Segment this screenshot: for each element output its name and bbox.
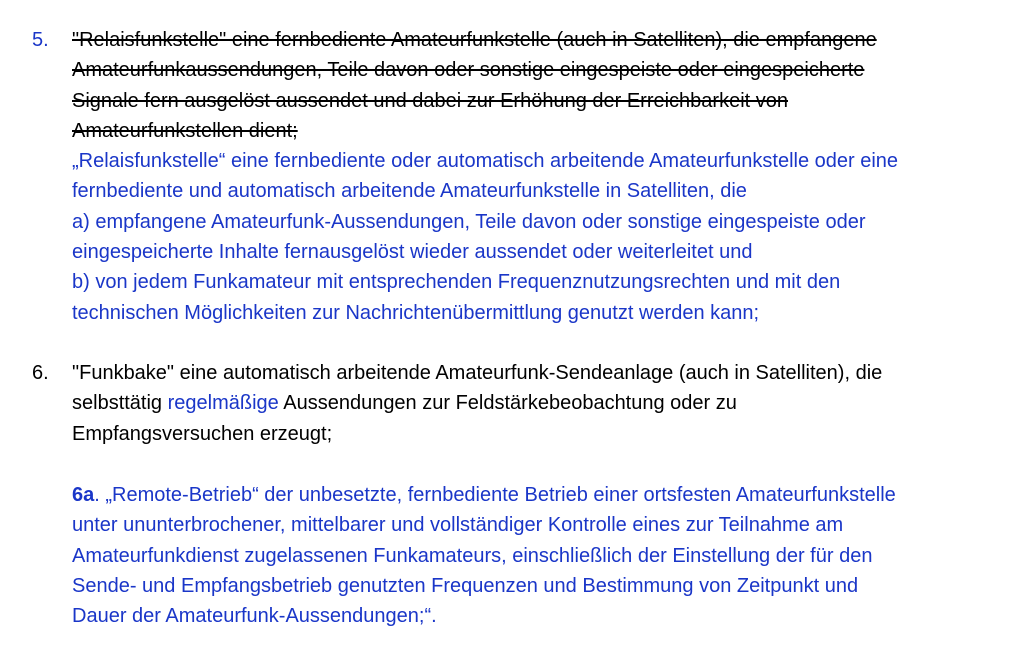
item-6a-text: . „Remote-Betrieb“ der unbesetzte, fernbediente Betrieb einer ortsfesten Amateurfunkstelle: [94, 484, 896, 506]
deleted-text-block: [72, 25, 1002, 146]
item-number-5: 5.: [32, 29, 49, 51]
inserted-line: technischen Möglichkeiten zur Nachrichtenübermittlung genutzt werden kann;: [72, 301, 760, 324]
deleted-line: Amateurfunkaussendungen, Teile davon oder sonstige eingespeiste oder eingespeicherte: [72, 59, 865, 82]
definition-item-6a: [72, 480, 1002, 631]
definition-item-6: [32, 358, 1002, 449]
item-6-text: selbsttätig: [72, 392, 168, 415]
deleted-line: Signale fern ausgelöst aussendet und dabei zur Erhöhung der Erreichbarkeit von: [72, 89, 789, 112]
item-6-line: "Funkbake" eine automatisch arbeitende Amateurfunk-Sendeanlage (auch in Satelliten), die: [72, 362, 883, 384]
item-number-6: 6.: [32, 362, 49, 384]
inserted-text-block: [72, 146, 1002, 328]
inserted-line: b) von jedem Funkamateur mit entsprechenden Frequenznutzungsrechten und mit den: [72, 271, 841, 294]
item-6a-line: Dauer der Amateurfunk-Aussendungen;“.: [72, 605, 437, 628]
item-number-6a: 6a: [72, 484, 95, 506]
item-6-line: Empfangsversuchen erzeugt;: [72, 422, 333, 445]
deleted-line: Amateurfunkstellen dient;: [72, 119, 298, 142]
item-6a-line: Amateurfunkdienst zugelassenen Funkamateurs, einschließlich der Einstellung der für den: [72, 544, 873, 567]
definition-item-5: [32, 25, 1002, 328]
inserted-line: fernbediente und automatisch arbeitende Amateurfunkstelle in Satelliten, die: [72, 180, 747, 203]
item-6-text: Aussendungen zur Feldstärkebeobachtung oder zu: [278, 392, 737, 415]
inserted-line: eingespeicherte Inhalte fernausgelöst wieder aussendet oder weiterleitet und: [72, 241, 753, 264]
inserted-line: a) empfangene Amateurfunk-Aussendungen, Teile davon oder sonstige eingespeiste oder: [72, 210, 866, 233]
item-6a-line: [72, 480, 1002, 510]
inserted-line: „Relaisfunkstelle“ eine fernbediente oder automatisch arbeitende Amateurfunkstelle oder eine: [72, 150, 899, 173]
item-6a-line: unter ununterbrochener, mittelbarer und vollständiger Kontrolle eines zur Teilnahme am: [72, 514, 844, 537]
item-6a-line: Sende- und Empfangsbetrieb genutzten Frequenzen und Bestimmung von Zeitpunkt und: [72, 574, 859, 597]
item-6-line: [72, 388, 1002, 418]
inserted-word: regelmäßige: [167, 392, 279, 415]
deleted-line: "Relaisfunkstelle" eine fernbediente Amateurfunkstelle (auch in Satelliten), die empfangene: [72, 29, 877, 51]
